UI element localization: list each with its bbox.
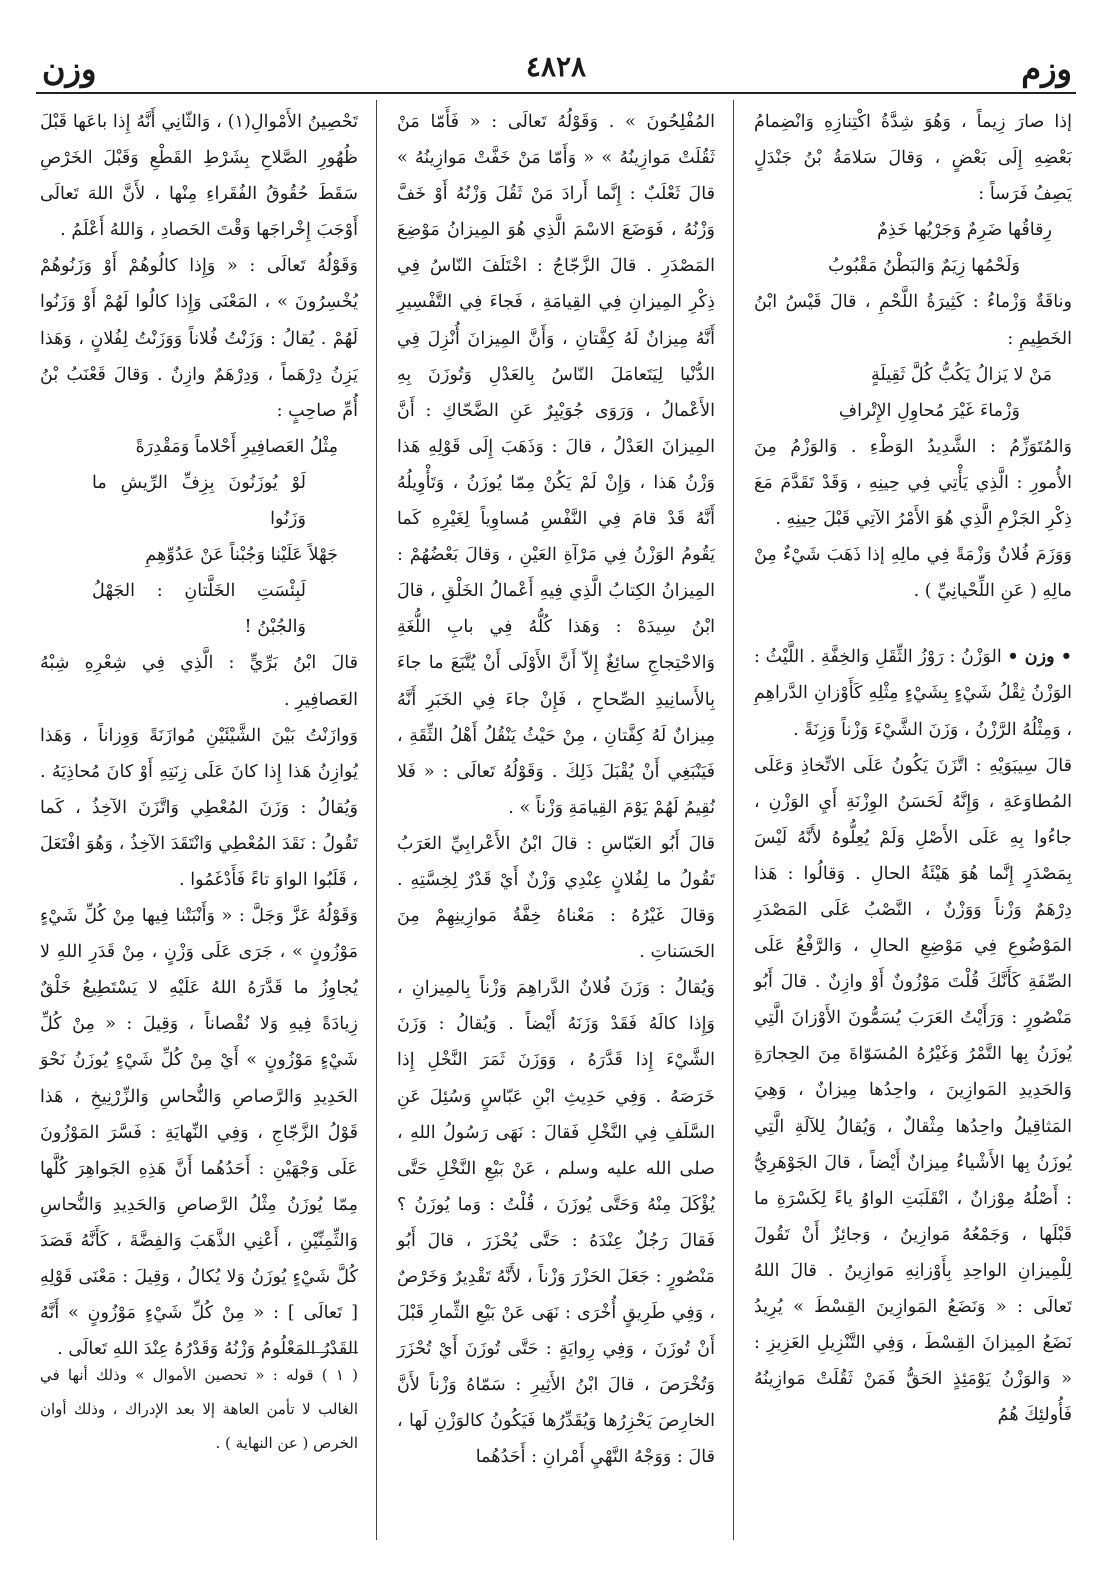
paragraph: وناقَةٌ وَزْماءُ : كَثِيرَةُ اللَّحْمِ ، قالَ قَيْسُ ابْنُ الخَطِيمِ : (754, 292, 1072, 349)
column-divider (733, 100, 734, 1540)
verse-line: لَبِئْسَتِ الخَلَّتانِ : الجَهْلُ وَالجُبْنُ ! (92, 581, 306, 638)
paragraph: وَوَزَمَ فُلانٌ وَزْمَةً فِي مالِهِ إذا ذَهَبَ شَيْءٌ مِنْ مالِهِ ( عَنِ اللِّحْيانِيِّ ) . (754, 545, 1072, 602)
footnote-rule (300, 1352, 358, 1353)
verse-line: مِثْلُ العَصافِيرِ أَحْلاماً وَمَقْدِرَةً (135, 436, 338, 457)
paragraph: تَحْصِينُ الأَمْوالِ(١) ، وَالثّانِي أَنَّهُ إِذا باعَها قَبْلَ ظُهُورِ الصَّلاحِ بِشَرْطِ القَطْعِ وَقَبْلَ الخَرْصِ سَقَطَ حُقُوقُ الفُقَراءِ مِنْها ، لأَنَّ اللهَ تَعالَى أَوْجَبَ إِخْراجَها وَقْتَ الحَصادِ ، وَاللهُ أَعْلَمُ . (40, 112, 359, 241)
footnote: ( ١ ) قوله : « تحصين الأموال » وذلك أنها في الغالب لا تأمن العاهة إلا بعد الإدراك ، وذلك أوان الخرص ( عن النهاية ) . (40, 1366, 358, 1452)
verse-line: رِقاقُها ضَرِمٌ وَجَرْيُها خَذِمٌ (877, 220, 1052, 241)
entry-paragraph (754, 639, 1072, 747)
column-right (754, 104, 1072, 1433)
page-number: ٤٨٢٨ (525, 50, 587, 83)
verse-line: وَزْماءَ غَيْرَ مُحاوِلِ الإِتْرافِ (838, 400, 1020, 421)
verse-line: وَلَحْمُها زِيَمٌ وَالبَطْنُ مَقْبُوبُ (828, 256, 1020, 277)
paragraph: المُفْلِحُونَ » . وَقَوْلُهُ تَعالَى : « فَأَمّا مَنْ ثَقُلَتْ مَوازِينُهُ » « وَأَمّا مَنْ خَفَّتْ مَوازِينُهُ » قالَ ثَعْلَبٌ : إِنَّما أَرادَ مَنْ ثَقُلَ وَزْنُهُ أَوْ خَفَّ وَزْنُهُ ، فَوَضَعَ الاسْمَ الَّذِي هُوَ المِيزانُ مَوْضِعَ المَصْدَرِ . قالَ الزَّجّاجُ : اخْتَلَفَ النّاسُ فِي ذِكْرِ المِيزانِ فِي القِيامَةِ ، فَجاءَ فِي التَّفْسِيرِ أَنَّهُ مِيزانٌ لَهُ كِفَّتانِ ، وَأَنَّ المِيزانَ أُنْزِلَ فِي الدُّنْيا لِيَتَعامَلَ النّاسُ بِالعَدْلِ وَتُوزَنَ بِهِ الأَعْمالُ ، وَرَوَى جُوَيْبِرٌ عَنِ الضَّحّاكِ : أَنَّ المِيزانَ العَدْلُ ، قالَ : وَذَهَبَ إِلَى قَوْلِهِ هَذا وَزْنُ هَذا ، وَإِنْ لَمْ يَكُنْ مِمّا يُوزَنُ ، وَتَأْوِيلُهُ أَنَّهُ قَدْ قامَ فِي النَّفْسِ مُساوِياً لِغَيْرِهِ كَما يَقُومُ الوَزْنُ فِي مَرْآةِ العَيْنِ ، وَقالَ بَعْضُهُمْ : المِيزانُ الكِتابُ الَّذِي فِيهِ أَعْمالُ الخَلْقِ ، قالَ ابْنُ سِيدَهْ : وَهَذا كُلُّهُ فِي بابِ اللُّغَةِ وَالاحْتِجاجِ سائِغٌ إِلاّ أَنَّ الأَوْلَى أَنْ يُتَّبَعَ ما جاءَ بِالأَسانِيدِ الصِّحاحِ ، فَإِنْ جاءَ فِي الخَبَرِ أَنَّهُ مِيزانٌ لَهُ كِفَّتانِ ، مِنْ حَيْثُ يَنْقُلُ أَهْلُ الثِّقَةِ ، فَيَنْبَغِي أَنْ يُقْبَلَ ذَلِكَ . وَقَوْلُهُ تَعالَى : « فَلا نُقِيمُ لَهُمْ يَوْمَ القِيامَةِ وَزْناً » . (397, 112, 715, 818)
section-gap (754, 609, 1072, 639)
column-middle (397, 104, 715, 1476)
paragraph: قالَ ابْنُ بَرِّيٍّ : الَّذِي فِي شِعْرِهِ شِبْهُ العَصافِيرِ . (40, 653, 358, 710)
column-left (40, 104, 358, 1367)
header-rule (36, 92, 1076, 94)
running-head-right: وزم (1021, 50, 1072, 88)
entry-headword: • وزن • (1007, 646, 1073, 668)
column-divider (376, 100, 377, 1540)
paragraph: قالَ سِيبَوَيْهِ : اتَّزَنَ يَكُونُ عَلَى الاتِّخاذِ وَعَلَى المُطاوَعَةِ ، وَإِنَّهُ لَحَسَنُ الوِزْنَةِ أَيِ الوَزْنِ ، جاءُوا بِهِ عَلَى الأَصْلِ وَلَمْ يُعِلُّوهُ لأَنَّهُ لَيْسَ بِمَصْدَرٍ إِنَّما هُوَ هَيْئَةُ الحالِ . وَقالُوا : هَذا دِرْهَمٌ وَزْناً وَوَزْنٌ ، النَّصْبُ عَلَى المَصْدَرِ المَوْضُوعِ فِي مَوْضِعِ الحالِ ، وَالرَّفْعُ عَلَى الصِّفَةِ كَأَنَّكَ قُلْتَ مَوْزُونٌ أَوْ وازِنٌ . قالَ أَبُو مَنْصُورٍ : وَرَأَيْتُ العَرَبَ يُسَمُّونَ الأَوْزانَ الَّتِي يُوزَنُ بِها التَّمْرُ وَغَيْرُهُ المُسَوّاةَ مِنَ الحِجارَةِ وَالحَدِيدِ المَوازِينَ ، واحِدُها مِيزانٌ ، وَهِيَ المَثاقِيلُ واحِدُها مِثْقالٌ ، وَيُقالُ لِلآلَةِ الَّتِي يُوزَنُ بِها الأَشْياءُ مِيزانٌ أَيْضاً ، قالَ الجَوْهَرِيُّ : أَصْلُهُ مِوْزانٌ ، انْقَلَبَتِ الواوُ ياءً لِكَسْرَةِ ما قَبْلَها ، وَجَمْعُهُ مَوازِينُ ، وَجائِزٌ أَنْ تَقُولَ لِلْمِيزانِ الواحِدِ بِأَوْزانِهِ مَوازِينُ . قالَ اللهُ تَعالَى : « وَنَضَعُ المَوازِينَ القِسْطَ » يُرِيدُ نَضَعُ المِيزانَ القِسْطَ ، وَفِي التَّنْزِيلِ العَزِيزِ : « وَالوَزْنُ يَوْمَئِذٍ الحَقُّ فَمَنْ ثَقُلَتْ مَوازِينُهُ فَأُولئِكَ هُمُ (754, 755, 1072, 1426)
paragraph: وَالمُتَوَزِّمُ : الشَّدِيدُ الوَطْءِ . وَالوَزْمُ مِنَ الأُمورِ : الَّذِي يَأْتِي فِي حِينِهِ ، وَقَدْ تَقَدَّمَ مَعَ ذِكْرِ الجَزْمِ الَّذِي هُوَ الأَمْرُ الآتِي قَبْلَ حِينِهِ . (754, 436, 1072, 530)
verse-line: لَوْ يُوزَنُونَ بِزِفِّ الرِّيشِ ما وَزَنُوا (92, 472, 306, 530)
paragraph: وَيُقالُ : وَزَنَ فُلانٌ الدَّراهِمَ وَزْناً بِالمِيزانِ ، وَإِذا كالَهُ فَقَدْ وَزَنَهُ أَيْضاً . وَيُقالُ : وَزَنَ الشَّيْءَ إِذا قَدَّرَهُ ، وَوَزَنَ ثَمَرَ النَّخْلِ إِذا خَرَصَهُ . وَفِي حَدِيثِ ابْنِ عَبّاسٍ وَسُئِلَ عَنِ السَّلَفِ فِي النَّخْلِ فَقالَ : نَهَى رَسُولُ اللهِ ، صلى الله عليه وسلم ، عَنْ بَيْعِ النَّخْلِ حَتَّى يُؤْكَلَ مِنْهُ وَحَتَّى يُوزَنَ ، قُلْتُ : وَما يُوزَنُ ؟ فَقالَ رَجُلٌ عِنْدَهُ : حَتَّى يُحْزَرَ ، قالَ أَبُو مَنْصُورٍ : جَعَلَ الحَزْرَ وَزْناً ، لأَنَّهُ تَقْدِيرٌ وَخَرْصٌ ، وَفِي طَرِيقٍ أُخْرَى : نَهَى عَنْ بَيْعِ الثِّمارِ قَبْلَ أَنْ تُوزَنَ ، وَفِي رِوايَةٍ : حَتَّى تُوزَنَ أَيْ تُحْزَرَ وَتُخْرَصَ ، قالَ ابْنُ الأَثِيرِ : سَمّاهُ وَزْناً لأَنَّ الخارِصَ يَحْزِرُها وَيُقَدِّرُها فَيَكُونُ كالوَزْنِ لَها ، قالَ : وَوَجْهُ النَّهْيِ أَمْرانِ : أَحَدُهُما (397, 978, 715, 1468)
running-head-left: وزن (42, 50, 97, 88)
verse-line: مَنْ لا يَزالُ يَكُبُّ كُلَّ ثَقِيلَةٍ (870, 364, 1052, 385)
paragraph: وَقَوْلُهُ عَزَّ وَجَلَّ : « وَأَنْبَتْنا فِيها مِنْ كُلِّ شَيْءٍ مَوْزُونٍ » ، جَرَى عَلَى وَزْنٍ ، مِنْ قَدَرِ اللهِ لا يُجاوِزُ ما قَدَّرَهُ اللهُ عَلَيْهِ لا يَسْتَطِيعُ خَلْقٌ زِيادَةً فِيهِ وَلا نُقْصاناً ، وَقِيلَ : « مِنْ كُلِّ شَيْءٍ مَوْزُونٍ » أَيْ مِنْ كُلِّ شَيْءٍ يُوزَنُ نَحْوَ الحَدِيدِ وَالرَّصاصِ وَالنُّحاسِ وَالزِّرْنِيخِ ، هَذا قَوْلُ الزَّجّاجِ ، وَفِي النِّهايَةِ : فَسَّرَ المَوْزُونَ عَلَى وَجْهَيْنِ : أَحَدُهُما أَنَّ هَذِهِ الجَواهِرَ كُلَّها مِمّا يُوزَنُ مِثْلُ الرَّصاصِ وَالحَدِيدِ وَالنُّحاسِ وَالثِّمِنِّيْنِ ، أَعْنِي الذَّهَبَ وَالفِضَّةَ ، كَأَنَّهُ قَصَدَ كُلَّ شَيْءٍ يُوزَنُ وَلا يُكالُ ، وَقِيلَ : مَعْنَى قَوْلِهِ [ تَعالَى ] : « مِنْ كُلِّ شَيْءٍ مَوْزُونٍ » أَنَّهُ القَدْرُ المَعْلُومُ وَزْنُهُ وَقَدْرُهُ عِنْدَ اللهِ تَعالَى . (40, 906, 358, 1360)
paragraph: إذا صارَ زِيماً ، وَهُوَ شِدَّةُ اكْتِنازِهِ وَانْضِمامُ بَعْضِهِ إِلَى بَعْضٍ ، وَقالَ سَلامَةُ بْنُ جَنْدَلٍ يَصِفُ فَرَساً : (754, 112, 1072, 205)
paragraph: وَوازَنْتُ بَيْنَ الشَّيْئَيْنِ مُوازَنَةً وَوِزاناً ، وَهَذا يُوازِنُ هَذا إِذا كانَ عَلَى زِنَتِهِ أَوْ كانَ مُحاذِيَهُ . وَيُقالُ : وَزَنَ المُعْطِي وَاتَّزَنَ الآخِذُ ، كَما تَقُولُ : نَقَدَ المُعْطِي وَانْتَقَدَ الآخِذُ ، وَهُوَ افْتَعَلَ ، قَلَبُوا الواوَ تاءً فَأَدْغَمُوا . (40, 725, 358, 890)
verse-line: جَهْلاً عَلَيْنا وَجُبْناً عَنْ عَدُوِّهِمِ (145, 545, 338, 566)
paragraph: قالَ أَبُو العَبّاسِ : قالَ ابْنُ الأَعْرابِيِّ العَرَبُ تَقُولُ ما لِفُلانٍ عِنْدِي وَزْنٌ أَيْ قَدْرٌ لِخِسَّتِهِ . وَقالَ غَيْرُهُ : مَعْناهُ خِفَّةُ مَوازِينِهِمْ مِنَ الحَسَناتِ . (397, 833, 715, 963)
paragraph: وَقَوْلُهُ تَعالَى : « وَإِذا كالُوهُمْ أَوْ وَزَنُوهُمْ يُخْسِرُونَ » ، المَعْنَى وَإِذا كالُوا لَهُمْ أَوْ وَزَنُوا لَهُمْ . يُقالُ : وَزَنْتُ فُلاناً وَوَزَنْتُ لِفُلانٍ ، وَهَذا يَزِنُ دِرْهَماً ، وَدِرْهَمٌ وازِنٌ . وَقالَ قَعْنَبُ بْنُ أُمِّ صاحِبٍ : (40, 256, 358, 421)
entry-text: الوَزْنُ : رَوْزُ الثِّقَلِ وَالخِفَّةِ . اللَّيْثُ : الوَزْنُ ثِقْلُ شَيْءٍ بِشَيْءٍ مِثْلِهِ كَأَوْزانِ الدَّراهِمِ ، وَمِثْلُهُ الرَّزْنُ ، وَزَنَ الشَّيْءَ وَزْناً وَزِنَةً . (754, 647, 1072, 740)
